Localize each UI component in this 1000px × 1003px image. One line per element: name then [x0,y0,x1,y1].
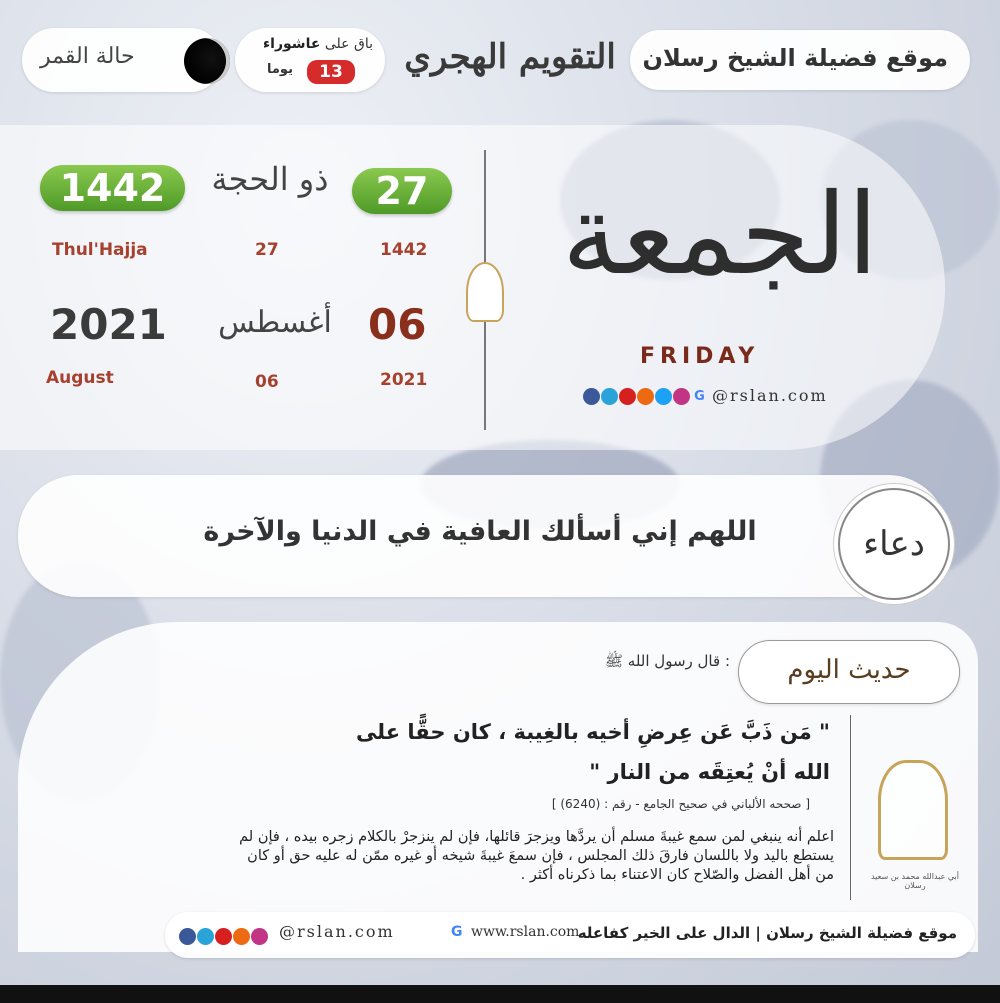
gregorian-month-english: August [46,368,114,388]
footer-website-link[interactable]: www.rslan.com [471,924,580,940]
author-caption: أبي عبدالله محمد بن سعيد رسلان [870,872,960,890]
site-name-pill[interactable] [630,30,970,90]
youtube-icon[interactable] [619,388,636,405]
twitter-icon[interactable] [655,388,672,405]
footer-site-name[interactable]: موقع فضيلة الشيخ رسلان | الدال على الخير كفاعله [577,924,957,942]
bottom-strip [0,985,1000,1003]
google-icon: G [451,924,463,940]
moon-phase-icon [184,38,230,84]
instagram-icon[interactable] [251,928,268,945]
ashura-countdown [235,28,385,92]
social-icons-top [583,386,709,405]
calendar-title: التقويم الهجري [404,37,616,77]
moon-phase-pill[interactable] [22,28,222,92]
footer-bar [165,912,975,958]
ashura-days-unit: يوما [267,62,293,77]
calligraphy-logo-icon [466,262,504,322]
google-icon[interactable]: G [694,389,705,404]
hijri-day-badge: 27 [352,168,452,214]
gregorian-day: 06 [368,300,427,349]
hadith-tag-label: حديث اليوم [787,655,911,685]
author-calligraphy-logo-icon [878,760,948,860]
telegram-icon[interactable] [197,928,214,945]
site-name: موقع فضيلة الشيخ رسلان [642,44,948,72]
vertical-divider [850,715,851,900]
facebook-icon[interactable] [179,928,196,945]
hadith-reference: [ صححه الألباني في صحيح الجامع - رقم : (6240) ] [551,797,810,811]
gregorian-day-sub: 06 [255,372,279,392]
hadith-text: " مَن ذَبَّ عَن عِرضِ أخيه بالغِيبة ، كان حقًّا على الله أنْ يُعتِقَه من النار " [355,720,830,784]
hijri-year-sub: 1442 [380,240,428,260]
gregorian-year-sub: 2021 [380,370,428,390]
soundcloud-icon[interactable] [637,388,654,405]
youtube-icon[interactable] [215,928,232,945]
hijri-month-english: Thul'Hajja [52,240,148,260]
hijri-calendar-logo [400,22,620,92]
footer-social-handle[interactable]: @rslan.com [279,922,395,941]
telegram-icon[interactable] [601,388,618,405]
weekday-english: FRIDAY [640,344,760,369]
hijri-day-sub: 27 [255,240,279,260]
ashura-prefix: باق على [324,36,373,52]
hijri-month-arabic: ذو الحجة [211,160,329,198]
ashura-days-badge: 13 [307,60,355,84]
gregorian-year: 2021 [50,300,167,349]
moon-label: حالة القمر [40,44,135,69]
hijri-year-badge: 1442 [40,165,185,211]
social-icons-bottom [179,926,269,945]
dua-badge: دعاء [838,488,950,600]
weekday-arabic: الجمعة [561,170,879,300]
gregorian-month-arabic: أغسطس [218,305,332,340]
instagram-icon[interactable] [673,388,690,405]
hadith-of-day-tag [738,640,960,704]
hadith-explanation: اعلم أنه ينبغي لمن سمع غيبةَ مسلم أن يردَّها ويزجرَ قائلها، فإن لم ينزجرْ بالكلام زجره بيده ، فإن لم يستطع باليد ولا باللسان فارقَ ذلك المجلس ، فإن سمعَ غيبةَ شيخه أو غيره ممّن له عليه حق أو كان من أهل الفضل والصّلاح كان الاعتناء بما ذكرناه أكثر . [239,829,834,883]
soundcloud-icon[interactable] [233,928,250,945]
social-handle[interactable]: @rslan.com [712,386,828,405]
ashura-event: عاشوراء [263,36,321,52]
facebook-icon[interactable] [583,388,600,405]
dua-text: اللهم إني أسألك العافية في الدنيا والآخرة [203,516,757,547]
hadith-intro: قال رسول الله ﷺ : [604,652,730,670]
